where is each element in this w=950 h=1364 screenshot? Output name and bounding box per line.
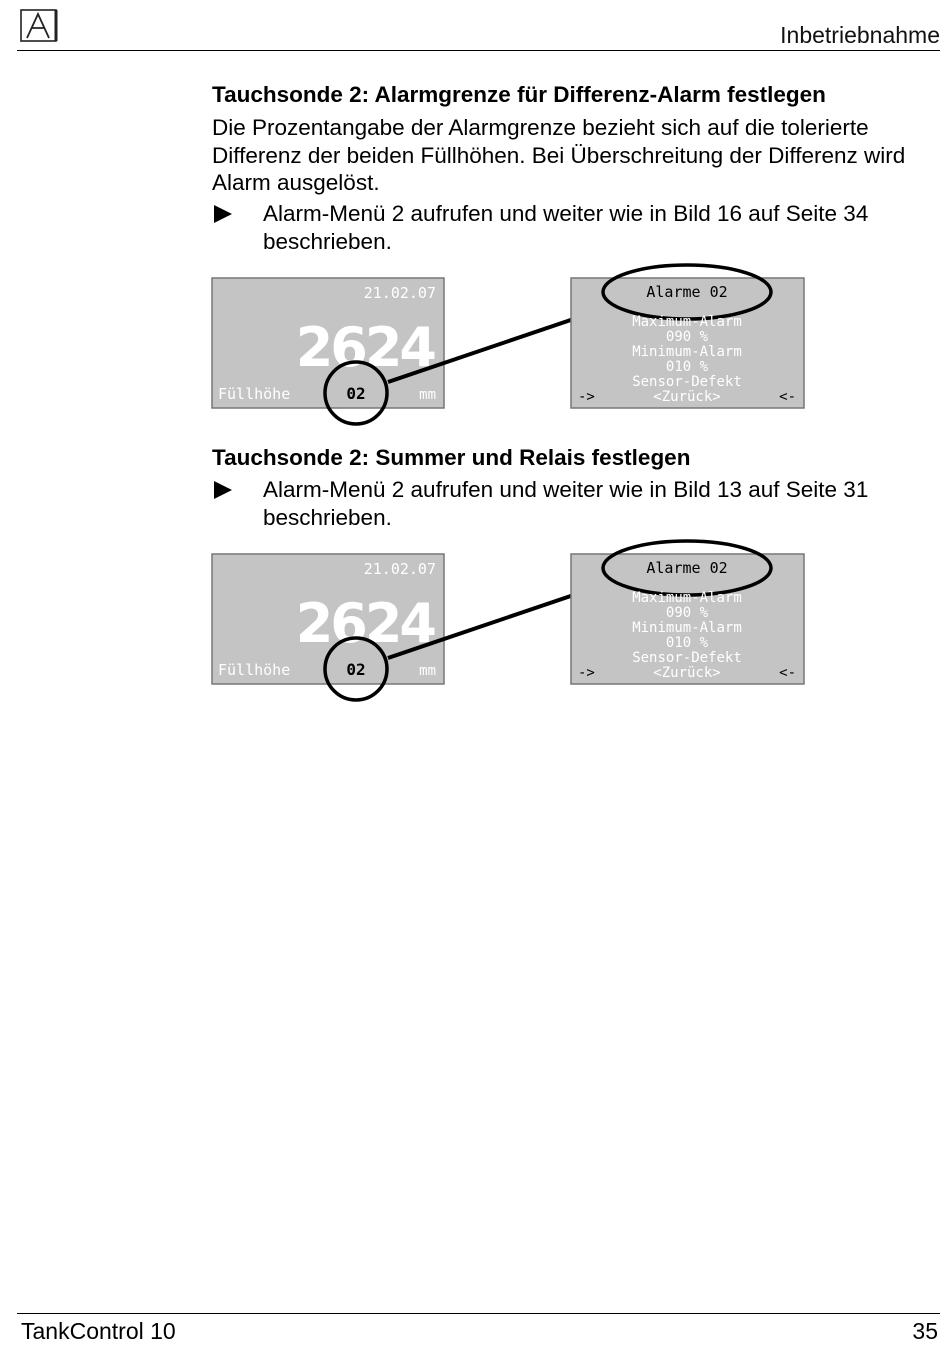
bullet-text: Alarm-Menü 2 aufrufen und weiter wie in Bild 16 auf Seite 34 beschrieben. <box>263 201 869 254</box>
section-heading: Tauchsonde 2: Alarmgrenze für Differenz-Alarm festlegen <box>212 82 826 107</box>
lcd-fill-value: 2624 <box>295 316 434 379</box>
footer-divider <box>17 1313 940 1314</box>
bullet-arrow-icon <box>214 481 232 499</box>
alarm-menu-line: Minimum-Alarm <box>632 344 742 360</box>
alarm-menu-back: <Zurück> <box>653 389 721 405</box>
figure-display-sequence <box>210 538 810 698</box>
alarm-menu-line: Sensor-Defekt <box>632 374 742 390</box>
alarm-menu-line: 090 % <box>665 329 709 345</box>
alarm-menu-back: <Zurück> <box>653 665 721 681</box>
nav-left-arrow: -> <box>578 389 595 405</box>
alarm-menu-title: Alarme 02 <box>646 283 728 301</box>
alarm-menu-line: Maximum-Alarm <box>632 590 742 606</box>
lcd-date: 21.02.07 <box>363 284 436 302</box>
lcd-date: 21.02.07 <box>363 560 436 578</box>
alarm-menu-line: 090 % <box>665 605 709 621</box>
header-title: Inbetriebnahme <box>780 22 940 48</box>
lcd-unit: mm <box>419 387 436 403</box>
bullet-text: Alarm-Menü 2 aufrufen und weiter wie in Bild 13 auf Seite 31 beschrieben. <box>263 477 869 530</box>
alarm-menu-line: Maximum-Alarm <box>632 314 742 330</box>
lcd-fill-label: Füllhöhe <box>218 385 291 403</box>
lcd-fill-value: 2624 <box>295 592 434 655</box>
company-logo <box>20 9 60 43</box>
lcd-channel: 02 <box>346 660 366 679</box>
page-number: 35 <box>912 1318 938 1344</box>
nav-right-arrow: <- <box>779 389 796 405</box>
section-paragraph: Die Prozentangabe der Alarmgrenze bezieht sich auf die tolerierte Differenz der beiden Füllhöhen. Bei Überschreitung der Differenz wird Alarm ausgelöst. <box>212 115 906 195</box>
alarm-menu-title: Alarme 02 <box>646 559 728 577</box>
lcd-unit: mm <box>419 663 436 679</box>
bullet-arrow-icon <box>214 205 232 223</box>
nav-right-arrow: <- <box>779 665 796 681</box>
section-heading: Tauchsonde 2: Summer und Relais festlegen <box>212 445 691 470</box>
footer-product-name: TankControl 10 <box>21 1318 176 1344</box>
lcd-fill-label: Füllhöhe <box>218 661 291 679</box>
alarm-menu-line: Minimum-Alarm <box>632 620 742 636</box>
alarm-menu-line: 010 % <box>665 635 709 651</box>
alarm-menu-line: Sensor-Defekt <box>632 650 742 666</box>
lcd-channel: 02 <box>346 384 366 403</box>
nav-left-arrow: -> <box>578 665 595 681</box>
header-divider <box>17 50 940 51</box>
figure-display-sequence <box>210 262 810 422</box>
alarm-menu-line: 010 % <box>665 359 709 375</box>
